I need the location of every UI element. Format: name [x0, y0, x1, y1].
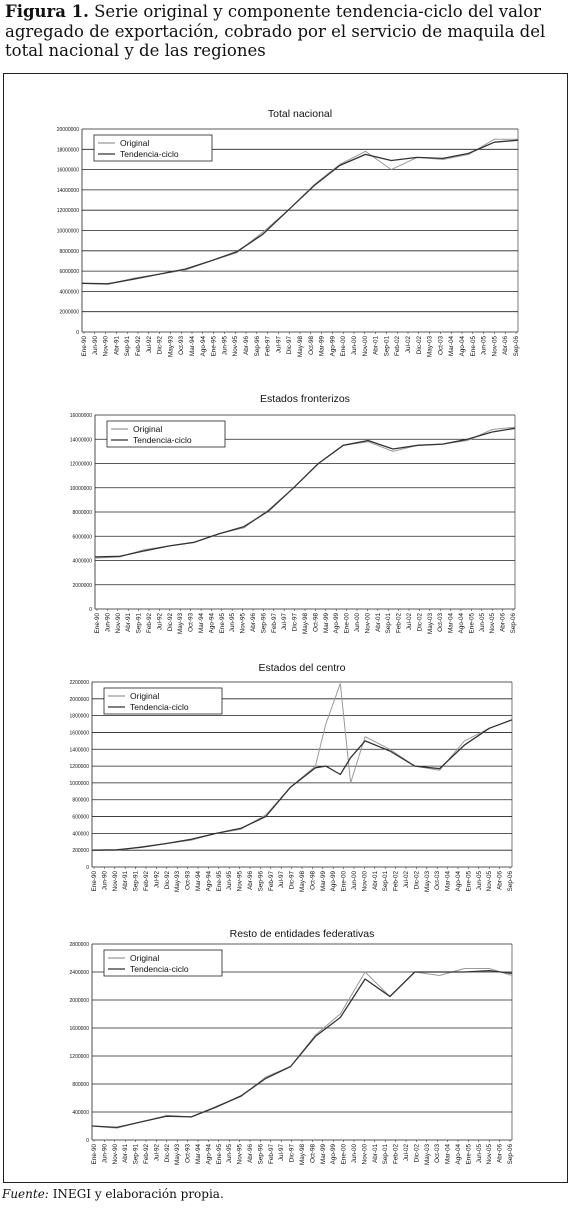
- chart-total-nacional: [0, 100, 572, 385]
- x-tick-label: Abr-06: [496, 1144, 504, 1163]
- x-tick-label: Jun-05: [478, 613, 486, 633]
- series-line-tendencia-ciclo: [92, 971, 512, 1128]
- x-tick-label: Jun-95: [221, 336, 229, 356]
- x-tick-label: Abr-96: [247, 871, 254, 890]
- x-tick-label: May-03: [426, 613, 434, 634]
- x-tick-label: May-98: [299, 871, 306, 892]
- figure-label: Figura 1.: [5, 2, 89, 21]
- x-tick-label: Nov-90: [114, 613, 122, 634]
- x-tick-label: Ago-99: [333, 613, 341, 634]
- x-tick-label: Abr-96: [243, 336, 250, 355]
- x-tick-label: Jul-92: [145, 336, 153, 354]
- x-tick-label: Ene-95: [215, 1144, 223, 1165]
- x-tick-label: Ene-90: [91, 1144, 98, 1165]
- y-tick-label: 4000000: [72, 558, 92, 565]
- x-tick-label: Abr-01: [374, 613, 382, 632]
- x-tick-label: Jun-05: [480, 336, 488, 356]
- x-tick-label: Jun-95: [226, 1144, 234, 1164]
- x-tick-label: Oct-98: [309, 1144, 317, 1163]
- x-tick-label: Jul-92: [156, 613, 164, 631]
- x-tick-label: Ago-04: [458, 613, 465, 634]
- x-tick-label: Mar-99: [322, 613, 330, 633]
- source-text: INEGI y elaboración propia.: [52, 1187, 224, 1201]
- y-tick-label: 1200000: [69, 764, 89, 771]
- x-tick-label: Feb-97: [267, 1144, 275, 1164]
- x-tick-label: Sep-01: [382, 1144, 390, 1165]
- x-tick-label: Jul-97: [278, 1144, 286, 1162]
- y-tick-label: 2000000: [69, 696, 89, 703]
- x-tick-label: Feb-92: [143, 1144, 150, 1164]
- x-tick-label: Mar-04: [444, 1144, 452, 1164]
- y-tick-label: 1400000: [69, 747, 89, 754]
- x-tick-label: May-93: [167, 336, 175, 357]
- x-tick-label: Mar-99: [319, 871, 327, 891]
- x-tick-label: Oct-93: [184, 1144, 192, 1163]
- x-tick-label: Oct-03: [434, 1144, 442, 1163]
- y-tick-label: 16000000: [56, 167, 79, 174]
- y-tick-label: 1800000: [69, 713, 89, 720]
- x-tick-label: Feb-92: [143, 871, 150, 891]
- y-tick-label: 2400000: [69, 970, 89, 976]
- x-tick-label: Dic-02: [413, 871, 421, 890]
- x-tick-label: Nov-90: [111, 871, 119, 892]
- legend-label: Original: [120, 138, 150, 148]
- figure-title: [5, 2, 565, 61]
- x-tick-label: Ene-90: [81, 336, 88, 357]
- x-tick-label: Mar-94: [189, 336, 196, 356]
- x-tick-label: Abr-91: [122, 871, 130, 890]
- x-tick-label: Feb-97: [270, 613, 278, 633]
- x-tick-label: May-93: [177, 613, 185, 634]
- x-tick-label: Sep-01: [382, 871, 390, 892]
- x-tick-label: May-93: [174, 1144, 182, 1165]
- x-tick-label: Mar-94: [195, 1144, 202, 1164]
- x-tick-label: Ene-90: [91, 871, 98, 892]
- x-tick-label: Feb-97: [264, 336, 272, 356]
- x-tick-label: Dic-02: [416, 613, 424, 632]
- x-tick-label: Jul-02: [406, 613, 413, 631]
- y-tick-label: 2000000: [59, 309, 79, 316]
- y-tick-label: 8000000: [72, 510, 92, 516]
- x-tick-label: Ene-05: [465, 1144, 473, 1165]
- x-tick-label: Mar-94: [198, 613, 205, 633]
- x-tick-label: Mar-99: [318, 336, 326, 356]
- y-tick-label: 600000: [72, 814, 89, 821]
- x-tick-label: Jul-02: [403, 871, 410, 889]
- x-tick-label: Jun-00: [351, 871, 358, 891]
- x-tick-label: Abr-06: [499, 613, 507, 632]
- x-tick-label: Dic-02: [413, 1144, 421, 1163]
- x-tick-label: Jul-02: [403, 1144, 410, 1162]
- x-tick-label: Nov-95: [232, 336, 240, 357]
- x-tick-label: Abr-91: [125, 613, 133, 632]
- x-tick-label: Ago-94: [208, 613, 216, 634]
- y-tick-label: 6000000: [59, 269, 79, 276]
- x-tick-label: Dic-97: [286, 336, 294, 355]
- x-tick-label: Ene-05: [468, 613, 476, 634]
- x-tick-label: Abr-01: [371, 871, 379, 890]
- x-tick-label: Nov-00: [361, 871, 369, 892]
- y-tick-label: 1600000: [69, 1026, 89, 1032]
- x-tick-label: Feb-02: [395, 613, 403, 633]
- x-tick-label: Dic-92: [163, 1144, 171, 1163]
- x-tick-label: Mar-04: [447, 613, 455, 633]
- y-tick-label: 2800000: [69, 942, 89, 948]
- x-tick-label: Mar-04: [444, 871, 452, 891]
- x-tick-label: Nov-90: [102, 336, 110, 357]
- x-tick-label: Nov-95: [239, 613, 247, 634]
- legend-label: Original: [133, 424, 163, 434]
- x-tick-label: Jul-02: [405, 336, 412, 354]
- x-tick-label: Jun-05: [475, 1144, 483, 1164]
- x-tick-label: Dic-97: [288, 871, 296, 890]
- x-tick-label: Jun-90: [101, 871, 109, 891]
- x-tick-label: Ago-99: [330, 871, 338, 892]
- x-tick-label: Jun-90: [91, 336, 99, 356]
- x-tick-label: Ago-04: [455, 1144, 462, 1165]
- y-tick-label: 2000000: [72, 582, 92, 589]
- x-tick-label: Jun-05: [475, 871, 483, 891]
- x-tick-label: Abr-06: [502, 336, 510, 355]
- x-tick-label: Abr-96: [250, 613, 257, 632]
- x-tick-label: Mar-94: [195, 871, 202, 891]
- x-tick-label: Dic-02: [415, 336, 423, 355]
- x-tick-label: Ene-95: [215, 871, 223, 892]
- y-tick-label: 4000000: [59, 289, 79, 296]
- x-tick-label: Ago-94: [199, 336, 207, 357]
- x-tick-label: Abr-01: [371, 1144, 379, 1163]
- x-tick-label: Jul-97: [278, 871, 286, 889]
- x-tick-label: Feb-92: [135, 336, 142, 356]
- chart-title: Estados fronterizos: [260, 393, 350, 405]
- x-tick-label: Oct-98: [312, 613, 320, 632]
- y-tick-label: 0: [86, 1138, 89, 1144]
- y-tick-label: 1000000: [69, 780, 89, 787]
- x-tick-label: Sep-91: [135, 613, 143, 634]
- series-line-tendencia-ciclo: [92, 720, 512, 850]
- y-tick-label: 800000: [72, 797, 89, 804]
- x-tick-label: Ene-95: [210, 336, 218, 357]
- x-tick-label: Dic-92: [166, 613, 174, 632]
- chart-title: Resto de entidades federativas: [229, 928, 375, 940]
- x-tick-label: Ene-00: [343, 613, 351, 634]
- x-tick-label: Dic-92: [156, 336, 164, 355]
- x-tick-label: Oct-98: [309, 871, 317, 890]
- x-tick-label: Jul-92: [153, 871, 161, 889]
- y-tick-label: 0: [89, 607, 92, 613]
- chart-estados-del-centro: [0, 655, 572, 915]
- x-tick-label: Sep-96: [253, 336, 261, 357]
- y-tick-label: 400000: [72, 831, 89, 838]
- x-tick-label: Nov-95: [236, 871, 244, 892]
- y-tick-label: 10000000: [56, 228, 79, 235]
- y-tick-label: 1600000: [69, 730, 89, 737]
- chart-estados-fronterizos: [0, 385, 572, 665]
- y-tick-label: 14000000: [56, 187, 79, 194]
- y-tick-label: 2000000: [69, 998, 89, 1004]
- x-tick-label: Ago-94: [205, 871, 213, 892]
- x-tick-label: Oct-98: [307, 336, 315, 355]
- x-tick-label: May-03: [423, 1144, 431, 1165]
- legend-label: Tendencia-ciclo: [130, 702, 189, 712]
- legend-label: Tendencia-ciclo: [130, 964, 189, 974]
- x-tick-label: Oct-93: [184, 871, 192, 890]
- x-tick-label: Abr-06: [496, 871, 504, 890]
- x-tick-label: Ene-00: [340, 871, 348, 892]
- y-tick-label: 6000000: [72, 534, 92, 541]
- legend-label: Original: [130, 953, 160, 963]
- x-tick-label: Nov-00: [364, 613, 372, 634]
- x-tick-label: Sep-91: [132, 1144, 140, 1165]
- source-note: [2, 1187, 224, 1201]
- y-tick-label: 200000: [72, 848, 89, 855]
- series-line-tendencia-ciclo: [82, 140, 518, 284]
- x-tick-label: Nov-05: [486, 871, 494, 892]
- x-tick-label: May-98: [299, 1144, 306, 1165]
- x-tick-label: Ago-04: [455, 871, 462, 892]
- y-tick-label: 0: [86, 865, 89, 871]
- x-tick-label: Jun-00: [351, 336, 358, 356]
- x-tick-label: Sep-91: [124, 336, 132, 357]
- x-tick-label: Ene-00: [340, 336, 348, 357]
- x-tick-label: Oct-03: [434, 871, 442, 890]
- x-tick-label: Jun-90: [104, 613, 112, 633]
- x-tick-label: Abr-91: [122, 1144, 130, 1163]
- x-tick-label: Ene-05: [469, 336, 477, 357]
- y-tick-label: 20000000: [56, 127, 79, 133]
- x-tick-label: Sep-96: [257, 871, 265, 892]
- x-tick-label: Jul-92: [153, 1144, 161, 1162]
- x-tick-label: Nov-00: [361, 336, 369, 357]
- x-tick-label: Sep-06: [507, 1144, 514, 1165]
- x-tick-label: Sep-96: [260, 613, 268, 634]
- x-tick-label: Mar-99: [319, 1144, 327, 1164]
- x-tick-label: Jun-00: [354, 613, 361, 633]
- y-tick-label: 800000: [72, 1082, 89, 1088]
- y-tick-label: 1200000: [69, 1054, 89, 1060]
- chart-title: Total nacional: [267, 108, 333, 120]
- x-tick-label: Feb-02: [392, 1144, 400, 1164]
- x-tick-label: May-98: [302, 613, 309, 634]
- x-tick-label: May-93: [174, 871, 182, 892]
- legend-label: Tendencia-ciclo: [133, 435, 192, 445]
- x-tick-label: Ene-90: [94, 613, 101, 634]
- series-line-tendencia-ciclo: [95, 428, 515, 557]
- y-tick-label: 0: [76, 330, 79, 336]
- x-tick-label: Dic-92: [163, 871, 171, 890]
- x-tick-label: Nov-05: [489, 613, 497, 634]
- x-tick-label: Dic-97: [291, 613, 299, 632]
- x-tick-label: Ago-04: [459, 336, 466, 357]
- x-tick-label: Mar-04: [448, 336, 456, 356]
- x-tick-label: Nov-95: [236, 1144, 244, 1165]
- series-line-original: [92, 969, 512, 1129]
- figure-caption: Serie original y componente tendencia-ciclo del valor agregado de exportación, cobrado por el servicio de maquila del total nacional y de las regiones: [5, 2, 546, 60]
- y-tick-label: 12000000: [56, 208, 79, 215]
- x-tick-label: Sep-01: [383, 336, 391, 357]
- x-tick-label: Feb-97: [267, 871, 275, 891]
- y-tick-label: 16000000: [69, 413, 92, 419]
- chart-title: Estados del centro: [258, 662, 346, 674]
- chart-resto-entidades: [0, 920, 572, 1170]
- x-tick-label: Sep-91: [132, 871, 140, 892]
- x-tick-label: Ago-94: [205, 1144, 213, 1165]
- x-tick-label: Abr-96: [247, 1144, 254, 1163]
- y-tick-label: 12000000: [69, 461, 92, 468]
- x-tick-label: Oct-93: [178, 336, 186, 355]
- x-tick-label: Jul-97: [281, 613, 289, 631]
- x-tick-label: Jul-97: [275, 336, 283, 354]
- x-tick-label: Feb-02: [394, 336, 402, 356]
- x-tick-label: Nov-00: [361, 1144, 369, 1165]
- x-tick-label: May-98: [297, 336, 304, 357]
- x-tick-label: Ene-95: [218, 613, 226, 634]
- x-tick-label: Sep-96: [257, 1144, 265, 1165]
- y-tick-label: 14000000: [69, 437, 92, 444]
- x-tick-label: Abr-01: [372, 336, 380, 355]
- x-tick-label: Jun-00: [351, 1144, 358, 1164]
- x-tick-label: Feb-02: [392, 871, 400, 891]
- x-tick-label: Oct-03: [437, 613, 445, 632]
- x-tick-label: May-03: [423, 871, 431, 892]
- x-tick-label: Ago-99: [330, 1144, 338, 1165]
- y-tick-label: 10000000: [69, 485, 92, 492]
- y-tick-label: 8000000: [59, 248, 79, 255]
- y-tick-label: 18000000: [56, 147, 79, 154]
- x-tick-label: Sep-01: [385, 613, 393, 634]
- x-tick-label: Nov-90: [111, 1144, 119, 1165]
- x-tick-label: Jun-90: [101, 1144, 109, 1164]
- x-tick-label: Nov-05: [491, 336, 499, 357]
- x-tick-label: Sep-06: [510, 613, 517, 634]
- x-tick-label: Ago-99: [329, 336, 337, 357]
- x-tick-label: Sep-06: [513, 336, 520, 357]
- x-tick-label: Ene-05: [465, 871, 473, 892]
- y-tick-label: 400000: [72, 1110, 89, 1116]
- x-tick-label: Feb-92: [146, 613, 153, 633]
- x-tick-label: Jun-95: [229, 613, 237, 633]
- x-tick-label: Sep-06: [507, 871, 514, 892]
- x-tick-label: Oct-03: [437, 336, 445, 355]
- source-label: Fuente:: [2, 1187, 49, 1201]
- x-tick-label: Jun-95: [226, 871, 234, 891]
- legend-label: Original: [130, 691, 160, 701]
- x-tick-label: May-03: [426, 336, 434, 357]
- x-tick-label: Dic-97: [288, 1144, 296, 1163]
- x-tick-label: Ene-00: [340, 1144, 348, 1165]
- y-tick-label: 2200000: [69, 680, 89, 686]
- x-tick-label: Oct-93: [187, 613, 195, 632]
- x-tick-label: Abr-91: [113, 336, 121, 355]
- legend-label: Tendencia-ciclo: [120, 149, 179, 159]
- x-tick-label: Nov-05: [486, 1144, 494, 1165]
